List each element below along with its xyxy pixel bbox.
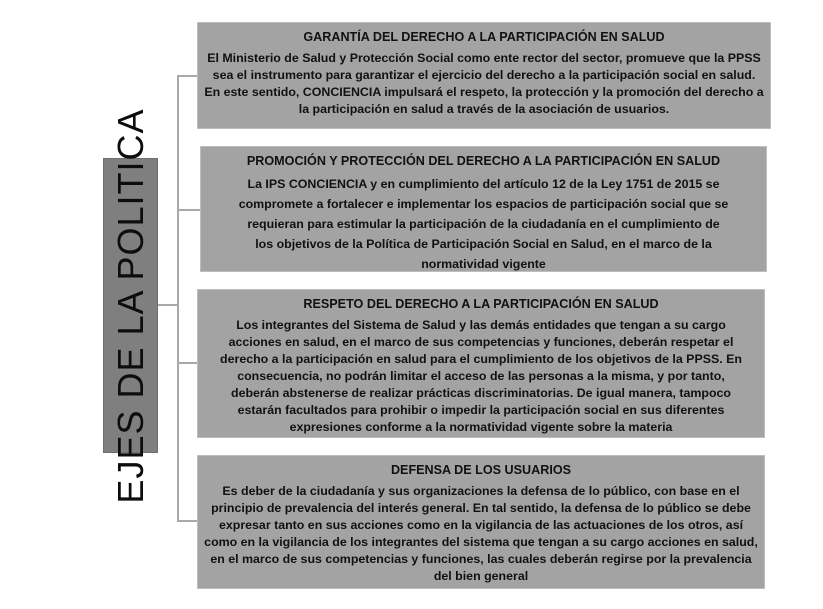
- connector-branch-3: [177, 362, 198, 364]
- axis-heading: RESPETO DEL DERECHO A LA PARTICIPACIÓN EN SALUD: [303, 297, 659, 311]
- axis-body: Los integrantes del Sistema de Salud y las demás entidades que tengan a su cargo acciones en salud, en el marco de sus competencias y funciones, deberán respetar el derecho a la participación en salud para el cumplimiento de los objetivos de la PPSS. En consecuencia, no podrán limitar el acceso de las personas a la misma, y por tanto, deberán abstenerse de realizar prácticas discriminatorias. De igual manera, tampoco estarán facultados para prohibir o impedir la participación social en sus diferentes expresiones conforme a la normatividad vigente sobre la materia: [220, 318, 742, 434]
- axis-heading: PROMOCIÓN Y PROTECCIÓN DEL DERECHO A LA PARTICIPACIÓN EN SALUD: [246, 154, 721, 168]
- axis-body: Es deber de la ciudadanía y sus organizaciones la defensa de lo público, con base en el principio de prevalencia del interés general. En tal sentido, la defensa de lo público se debe expresar tanto en sus acciones como en la vigilancia de las actuaciones de los otros, así como en la vigilancia de los integrantes del sistema que tengan a su cargo acciones en salud, en el marco de sus competencias y funciones, las cuales deberán regirse por la prevalencia del bien general: [204, 484, 758, 583]
- axis-box-promocion: [200, 146, 767, 272]
- connector-branch-4: [177, 520, 197, 522]
- connector-branch-1: [177, 75, 197, 77]
- axis-box-garantia: [197, 22, 771, 129]
- axes-title: EJES DE LA POLITICA: [109, 107, 151, 504]
- connector-trunk: [158, 304, 179, 306]
- axis-heading: DEFENSA DE LOS USUARIOS: [390, 463, 572, 477]
- connector-spine: [177, 75, 179, 522]
- axis-box-defensa: [197, 455, 765, 589]
- axis-body: El Ministerio de Salud y Protección Social como ente rector del sector, promueve que la PPSS sea el instrumento para garantizar el ejercicio del derecho a la participación social en salud. En este sentido, CONCIENCIA impulsará el respeto, la protección y la promoción del derecho a la participación en salud a través de la asociación de usuarios.: [204, 51, 764, 116]
- connector-branch-2: [177, 209, 200, 211]
- axis-body: La IPS CONCIENCIA y en cumplimiento del artículo 12 de la Ley 1751 de 2015 se compromete a fortalecer e implementar los espacios de participación social que se requieran para estimular la participación de la ciudadanía en el cumplimiento de los objetivos de la Política de Participación Social en Salud, en el marco de la normatividad vigente: [238, 177, 729, 271]
- axis-box-respeto: [197, 289, 765, 438]
- axis-heading: GARANTÍA DEL DERECHO A LA PARTICIPACIÓN EN SALUD: [303, 30, 665, 44]
- axes-title-box: [103, 107, 158, 504]
